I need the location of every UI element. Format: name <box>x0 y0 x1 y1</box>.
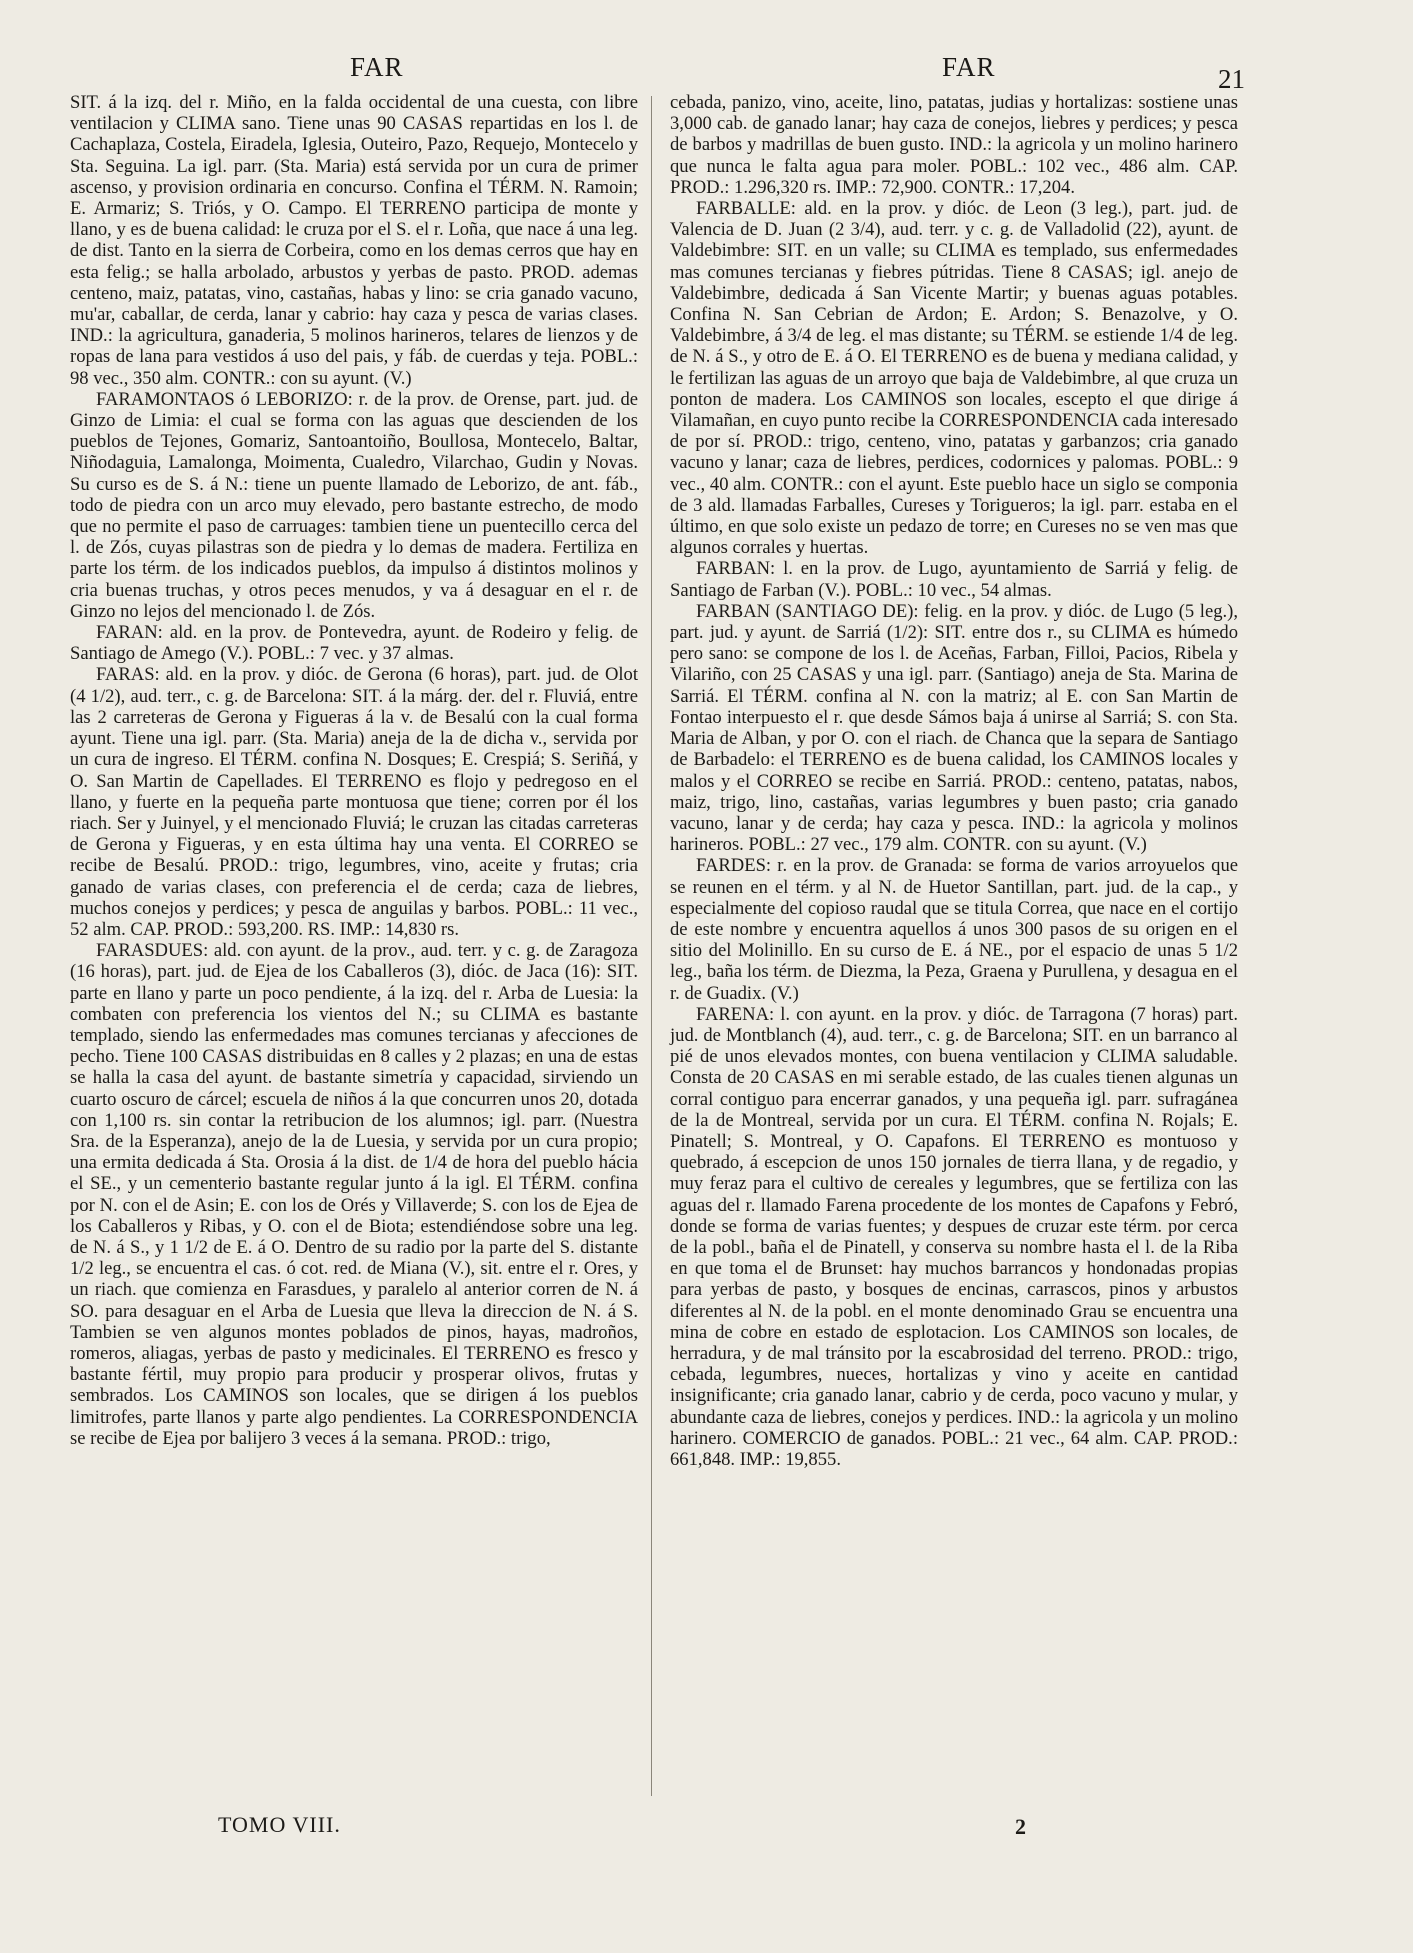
entry-faras: FARAS: ald. en la prov. y dióc. de Gerona (6 horas), part. jud. de Olot (4 1/2), aud. terr., c. g. de Barcelona: SIT. á la márg. der. del r. Fluviá, entre las 2 carreteras de Gerona y Figueras á la v. de Besalú con la cual forma ayunt. Tiene una igl. parr. (Sta. Maria) aneja de la de dicha v., servida por un cura de ingreso. El TÉRM. confina N. Dosques; E. Crespiá; S. Seriñá, y O. San Martin de Capellades. El TERRENO es flojo y pedregoso en el llano, y fuerte en la pequeña parte montuosa que tiene; corren por él los riach. Ser y Juinyel, y el mencionado Fluviá; le cruzan las citadas carreteras de Gerona y Figueras, y en esta última hay una venta. El CORREO se recibe de Besalú. PROD.: trigo, legumbres, vino, aceite y frutas; cria ganado de varias clases, con preferencia el de cerda; caza de liebres, muchos conejos y perdices; y pesca de anguilas y barbos. POBL.: 11 vec., 52 alm. CAP. PROD.: 593,200. RS. IMP.: 14,830 rs. <box>70 664 638 940</box>
page-number: 21 <box>1218 64 1245 94</box>
right-column <box>670 92 1238 1470</box>
column-divider <box>651 96 652 1796</box>
entry-farban-santiago: FARBAN (SANTIAGO DE): felig. en la prov. y dióc. de Lugo (5 leg.), part. jud. y ayunt. de Sarriá (1/2): SIT. entre dos r., su CLIMA es húmedo pero sano: se compone de los l. de Aceñas, Farban, Filloi, Pacios, Ribela y Vilariño, con 25 CASAS y una igl. parr. (Santiago) aneja de Sta. Marina de Sarriá. El TÉRM. confina al N. con la matriz; al E. con San Martin de Fontao interpuesto el r. que desde Sámos baja á unirse al Sarriá; S. con Sta. Maria de Alban, y por O. con el riach. de Chanca que la separa de Santiago de Barbadelo: el TERRENO es de buena calidad, los CAMINOS locales y malos y el CORREO se recibe en Sarriá. PROD.: centeno, patatas, nabos, maiz, trigo, lino, castañas, varias legumbres y buen pasto; cria ganado vacuno, lanar y de cerda; hay caza y pesca. IND.: la agricola y molinos harineros. POBL.: 27 vec., 179 alm. CONTR. con su ayunt. (V.) <box>670 600 1238 856</box>
entry-farasdues: FARASDUES: ald. con ayunt. de la prov., aud. terr. y c. g. de Zaragoza (16 horas), part. jud. de Ejea de los Caballeros (3), dióc. de Jaca (16): SIT. parte en llano y parte un poco pendiente, á la izq. del r. Arba de Luesia: la combaten con preferencia los vientos del N.; su CLIMA es bastante templado, siendo las enfermedades mas comunes tercianas y afecciones de pecho. Tiene 100 CASAS distribuidas en 8 calles y 2 plazas; en una de estas se halla la casa del ayunt. de bastante simetría y capacidad, sirviendo un cuarto oscuro de cárcel; escuela de niños á la que concurren unos 20, dotada con 1,100 rs. sin contar la retribucion de los alumnos; igl. parr. (Nuestra Sra. de la Esperanza), anejo de la de Luesia, y servida por un cura propio; una ermita dedicada á Sta. Orosia á la dist. de 1/4 de hora del pueblo hácia el SE., y un cementerio bastante regular junto á la igl. El TÉRM. confina por N. con el de Asin; E. con los de Orés y Villaverde; S. con los de Ejea de los Caballeros y Ribas, y O. con el de Biota; estendiéndose sobre una leg. de N. á S., y 1 1/2 de E. á O. Dentro de su radio por la parte del S. distante 1/2 leg., se encuentra el cas. ó cot. red. de Miana (V.), sit. entre el r. Ores, y un riach. que comienza en Farasdues, y paralelo al anterior corren de N. á SO. para desaguar en el Arba de Luesia que lleva la direccion de N. á S. Tambien se ven algunos montes poblados de pinos, hayas, madroños, romeros, aliagas, yerbas de pasto y medicinales. El TERRENO es fresco y bastante fértil, muy propio para producir y prosperar olivos, frutas y sembrados. Los CAMINOS son locales, que se dirigen á los pueblos limitrofes, parte llanos y parte algo pendientes. La CORRESPONDENCIA se recibe de Ejea por balijero 3 veces á la semana. PROD.: trigo, <box>70 940 638 1449</box>
entry-faran: FARAN: ald. en la prov. de Pontevedra, ayunt. de Rodeiro y felig. de Santiago de Amego (V.). POBL.: 7 vec. y 37 almas. <box>70 622 638 665</box>
signature-mark: 2 <box>1015 1814 1026 1839</box>
entry-paragraph: cebada, panizo, vino, aceite, lino, patatas, judias y hortalizas: sostiene unas 3,000 cab. de ganado lanar; hay caza de conejos, liebres y perdices; y pesca de barbos y madrillas de buen gusto. IND.: la agricola y un molino harinero que nunca le falta agua para moler. POBL.: 102 vec., 486 alm. CAP. PROD.: 1.296,320 rs. IMP.: 72,900. CONTR.: 17,204. <box>670 92 1238 198</box>
entry-faramontaos: FARAMONTAOS ó LEBORIZO: r. de la prov. de Orense, part. jud. de Ginzo de Limia: el cual se forma con las aguas que descienden de los pueblos de Tejones, Gomariz, Santoantoiño, Boullosa, Montecelo, Baltar, Niñodaguia, Lamalonga, Moimenta, Cualedro, Vilarchao, Gudin y Novas. Su curso es de S. á N.: tiene un puente llamado de Leborizo, de ant. fáb., todo de piedra con un arco muy elevado, pero bastante estrecho, de modo que no permite el paso de carruages: tambien tiene un puentecillo cerca del l. de Zós, cuyas pilastras son de piedra y lo demas de madera. Fertiliza en parte los térm. de los indicados pueblos, da impulso á distintos molinos y cria buenas truchas, y otros peces menudos, y va á desaguar en el r. de Ginzo no lejos del mencionado l. de Zós. <box>70 388 638 622</box>
entry-farena: FARENA: l. con ayunt. en la prov. y dióc. de Tarragona (7 horas) part. jud. de Montblanch (4), aud. terr., c. g. de Barcelona; SIT. en un barranco al pié de unos elevados montes, con buena ventilacion y CLIMA saludable. Consta de 20 CASAS en mi serable estado, de las cuales tienen algunas un corral contiguo para encerrar ganados, y una pequeña igl. parr. sufragánea de la de Montreal, servida por un cura. El TÉRM. confina N. Rojals; E. Pinatell; S. Montreal, y O. Capafons. El TERRENO es montuoso y quebrado, á escepcion de unos 150 jornales de tierra llana, y de regadio, y muy feraz para el cultivo de cereales y legumbres, que se fertiliza con las aguas del r. llamado Farena procedente de los montes de Capafons y Febró, donde se forma de varias fuentes; y despues de cruzar este térm. por cerca de la pobl., baña el de Pinatell, y conserva su nombre hasta el l. de la Riba en que toma el de Brunset: hay muchos barrancos y hondonadas propias para yerbas de pasto, y bosques de encinas, carrascos, pinos y arbustos diferentes al N. de la pobl. en el monte denominado Grau se encuentra una mina de cobre en estado de esplotacion. Los CAMINOS son locales, de herradura, y de mal tránsito por la escabrosidad del terreno. PROD.: trigo, cebada, legumbres, nueces, hortalizas y vino y aceite en cantidad insignificante; cria ganado lanar, cabrio y de cerda, poco vacuno y mular, y abundante caza de liebres, conejos y perdices. IND.: la agricola y un molino harinero. COMERCIO de ganados. POBL.: 21 vec., 64 alm. CAP. PROD.: 661,848. IMP.: 19,855. <box>670 1003 1238 1470</box>
entry-paragraph: SIT. á la izq. del r. Miño, en la falda occidental de una cuesta, con libre ventilacion y CLIMA sano. Tiene unas 90 CASAS repartidas en los l. de Cachaplaza, Costela, Eiradela, Iglesia, Outeiro, Pazo, Requejo, Montecelo y Sta. Seguina. La igl. parr. (Sta. Maria) está servida por un cura de primer ascenso, y provision ordinaria en concurso. Confina el TÉRM. N. Ramoin; E. Armariz; S. Triós, y O. Campo. El TERRENO participa de monte y llano, y es de buena calidad: le cruza por el S. el r. Loña, que nace á una leg. de dist. Tanto en la sierra de Corbeira, como en los demas cerros que hay en esta felig.; se halla arbolado, arbustos y yerbas de pasto. PROD. ademas centeno, maiz, patatas, vino, castañas, habas y lino: se cria ganado vacuno, mu'ar, caballar, de cerda, lanar y cabrio: hay caza y pesca de varias clases. IND.: la agricultura, ganaderia, 5 molinos harineros, telares de lienzos y de ropas de lana para vestidos á uso del pais, y fáb. de cuerdas y teja. POBL.: 98 vec., 350 alm. CONTR.: con su ayunt. (V.) <box>70 92 638 389</box>
running-head-right: FAR <box>942 52 996 82</box>
running-head-left: FAR <box>350 52 404 82</box>
volume-label: TOMO VIII. <box>218 1812 341 1837</box>
entry-farballe: FARBALLE: ald. en la prov. y dióc. de Leon (3 leg.), part. jud. de Valencia de D. Juan (2 3/4), aud. terr. y c. g. de Valladolid (22), ayunt. de Valdebimbre: SIT. en un valle; su CLIMA es templado, sus enfermedades mas comunes tercianas y fiebres pútridas. Tiene 8 CASAS; igl. anejo de Valdebimbre, dedicada á San Vicente Martir; y buenas aguas potables. Confina N. San Cebrian de Ardon; E. Ardon; S. Benazolve, y O. Valdebimbre, á 3/4 de leg. el mas distante; su TÉRM. se estiende 1/4 de leg. de N. á S., y otro de E. á O. El TERRENO es de buena y mediana calidad, y le fertilizan las aguas de un arroyo que baja de Valdebimbre, al que cruza un ponton de madera. Los CAMINOS son locales, escepto el que dirige á Vilamañan, en cuyo punto recibe la CORRESPONDENCIA cada interesado de por sí. PROD.: trigo, centeno, vino, patatas y garbanzos; cria ganado vacuno y lanar; caza de liebres, perdices, codornices y palomas. POBL.: 9 vec., 40 alm. CONTR.: con el ayunt. Este pueblo hace un siglo se componia de 3 ald. llamadas Farballes, Cureses y Torigueros; la igl. parr. estaba en el último, en que solo existe un pedazo de torre; en Cureses no se ven mas que algunos corrales y huertas. <box>670 198 1238 559</box>
left-column <box>70 92 638 1449</box>
entry-farban: FARBAN: l. en la prov. de Lugo, ayuntamiento de Sarriá y felig. de Santiago de Farban (V.). POBL.: 10 vec., 54 almas. <box>670 558 1238 601</box>
entry-fardes: FARDES: r. en la prov. de Granada: se forma de varios arroyuelos que se reunen en el térm. y al N. de Huetor Santillan, part. jud. de la cap., y especialmente del copioso raudal que se titula Correa, que nace en el cortijo de este nombre y encuentra aquellos á unos 300 pasos de su origen en el sitio del Molinillo. En su curso de E. á NE., por el espacio de unas 5 1/2 leg., baña los térm. de Diezma, la Peza, Graena y Purullena, y desagua en el r. de Guadix. (V.) <box>670 855 1238 1004</box>
